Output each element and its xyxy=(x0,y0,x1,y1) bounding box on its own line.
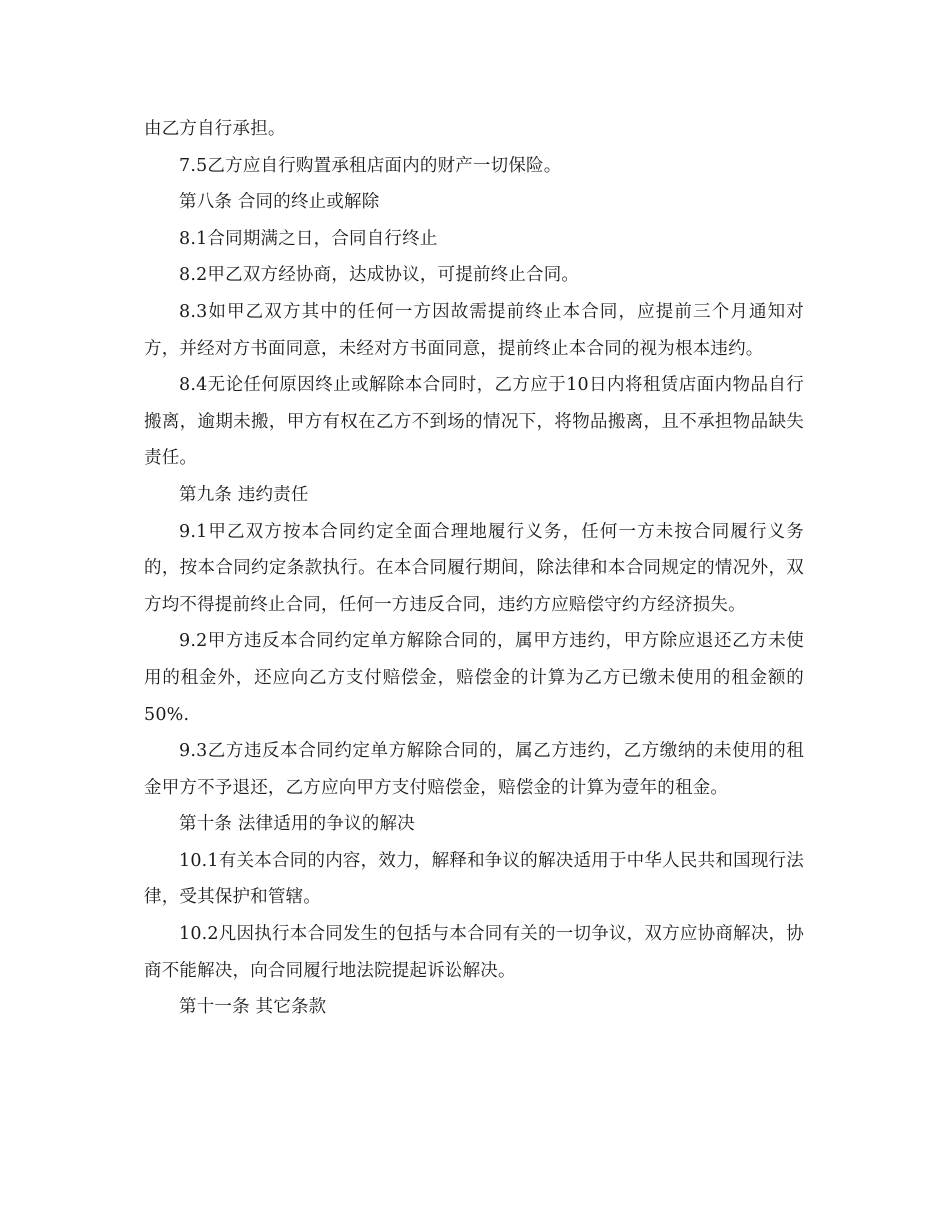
paragraph-continuation: 由乙方自行承担。 xyxy=(144,119,286,139)
clause-10-1: 10.1有关本合同的内容，效力，解释和争议的解决适用于中华人民共和国现行法律，受其保护和管辖。 xyxy=(144,850,804,908)
clause-8-3: 8.3如甲乙双方其中的任何一方因故需提前终止本合同，应提前三个月通知对方，并经对方书面同意，未经对方书面同意，提前终止本合同的视为根本违约。 xyxy=(144,301,804,359)
clause-9-3: 9.3乙方违反本合同约定单方解除合同的，属乙方违约，乙方缴纳的未使用的租金甲方不予退还，乙方应向甲方支付赔偿金，赔偿金的计算为壹年的租金。 xyxy=(144,741,804,798)
clause-8-2: 8.2甲乙双方经协商，达成协议，可提前终止合同。 xyxy=(179,265,580,286)
clause-10-2: 10.2凡因执行本合同发生的包括与本合同有关的一切争议，双方应协商解决，协商不能解决，向合同履行地法院提起诉讼解决。 xyxy=(144,924,804,981)
clause-7-5: 7.5乙方应自行购置承租店面内的财产一切保险。 xyxy=(179,155,562,176)
document-body xyxy=(144,111,804,1026)
article-8-heading: 第八条 合同的终止或解除 xyxy=(179,192,380,213)
article-9-heading: 第九条 违约责任 xyxy=(179,484,309,505)
clause-8-4: 8.4无论任何原因终止或解除本合同时，乙方应于10日内将租赁店面内物品自行搬离，逾期未搬，甲方有权在乙方不到场的情况下，将物品搬离，且不承担物品缺失责任。 xyxy=(144,375,804,469)
clause-8-1: 8.1合同期满之日，合同自行终止 xyxy=(179,228,438,249)
article-10-heading: 第十条 法律适用的争议的解决 xyxy=(179,814,415,835)
clause-9-2: 9.2甲方违反本合同约定单方解除合同的，属甲方违约，甲方除应退还乙方未使用的租金外，还应向乙方支付赔偿金，赔偿金的计算为乙方已缴未使用的租金额的50%. xyxy=(144,631,804,725)
article-11-heading: 第十一条 其它条款 xyxy=(179,997,327,1018)
clause-9-1: 9.1甲乙双方按本合同约定全面合理地履行义务，任何一方未按合同履行义务的，按本合同约定条款执行。在本合同履行期间，除法律和本合同规定的情况外，双方均不得提前终止合同，任何一方违反合同，违约方应赔偿守约方经济损失。 xyxy=(144,521,804,615)
